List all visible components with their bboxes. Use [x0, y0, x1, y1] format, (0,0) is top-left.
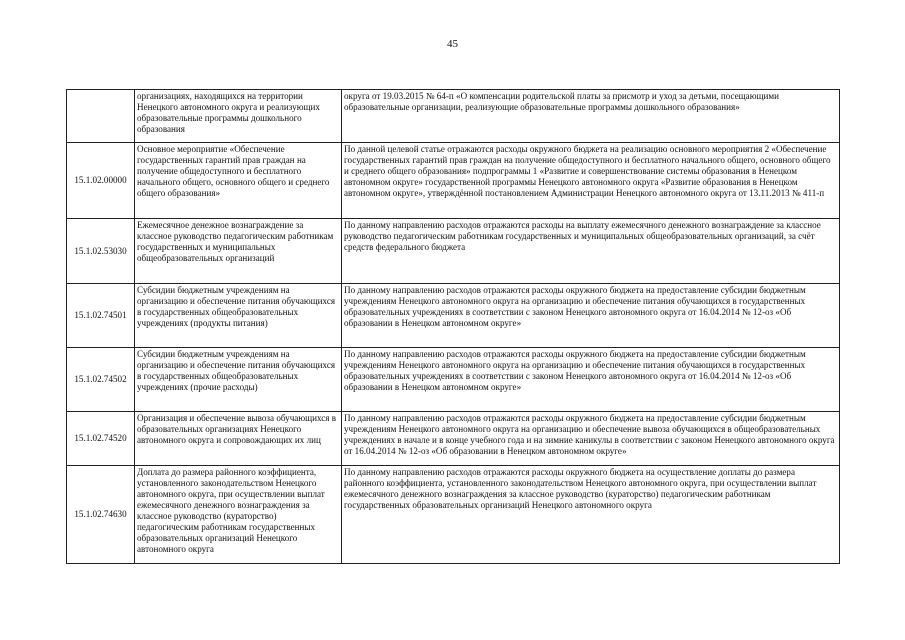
row-code — [67, 90, 135, 143]
row-code: 15.1.02.74520 — [67, 412, 135, 466]
row-name: Организация и обеспечение вывоза обучающихся в образовательных организациях Ненецкого автономного округа и сопровождающих их лиц — [135, 412, 342, 466]
row-name: Субсидии бюджетным учреждениям на организацию и обеспечение питания обучающихся в государственных общеобразовательных учреждениях (прочие расходы) — [135, 348, 342, 412]
table-row — [67, 412, 840, 466]
budget-classification-table — [66, 89, 840, 564]
table-row — [67, 219, 840, 284]
row-code: 15.1.02.00000 — [67, 143, 135, 219]
table-row — [67, 143, 840, 219]
row-description: округа от 19.03.2015 № 64-п «О компенсации родительской платы за присмотр и уход за детьми, посещающими образовательные организации, реализующие образовательные программы дошкольного образования» — [342, 90, 840, 143]
page-number: 45 — [447, 38, 458, 50]
row-description: По данному направлению расходов отражаются расходы окружного бюджета на осуществление доплаты до размера районного коэффициента, установленного законодательством Ненецкого автономного округа, при осуществлении выплат ежемесячного денежного вознаграждения за классное руководство (кураторство) педагогическим работникам государственных образовательных организаций Ненецкого автономного округа — [342, 466, 840, 564]
table-row — [67, 284, 840, 348]
row-code: 15.1.02.74502 — [67, 348, 135, 412]
row-name: организациях, находящихся на территории Ненецкого автономного округа и реализующих образовательные программы дошкольного образования — [135, 90, 342, 143]
row-description: По данному направлению расходов отражаются расходы на выплату ежемесячного денежного вознаграждение за классное руководство педагогическим работникам государственных и муниципальных общеобразовательных организаций, за счёт средств федерального бюджета — [342, 219, 840, 284]
row-description: По данному направлению расходов отражаются расходы окружного бюджета на предоставление субсидии бюджетным учреждениям Ненецкого автономного округа на организацию и обеспечение вывоза обучающихся в общеобразовательных учреждениях в начале и в конце учебного года и на зимние каникулы в соответствии с законом Ненецкого автономного округа от 16.04.2014 № 12-оз «Об образовании в Ненецком автономном округе» — [342, 412, 840, 466]
row-code: 15.1.02.53030 — [67, 219, 135, 284]
table-row — [67, 348, 840, 412]
row-description: По данному направлению расходов отражаются расходы окружного бюджета на предоставление субсидии бюджетным учреждениям Ненецкого автономного округа на организацию и обеспечение питания обучающихся в государственных образовательных учреждениях в соответствии с законом Ненецкого автономного округа от 16.04.2014 № 12-оз «Об образовании в Ненецком автономном округе» — [342, 348, 840, 412]
row-name: Ежемесячное денежное вознаграждение за классное руководство педагогическим работникам государственных и муниципальных общеобразовательных организаций — [135, 219, 342, 284]
row-name: Доплата до размера районного коэффициента, установленного законодательством Ненецкого автономного округа, при осуществлении выплат ежемесячного денежного вознаграждения за классное руководство (кураторство) педагогическим работникам государственных образовательных организаций Ненецкого автономного округа — [135, 466, 342, 564]
row-name: Субсидии бюджетным учреждениям на организацию и обеспечение питания обучающихся в государственных общеобразовательных учреждениях (продукты питания) — [135, 284, 342, 348]
row-code: 15.1.02.74630 — [67, 466, 135, 564]
row-description: По данному направлению расходов отражаются расходы окружного бюджета на предоставление субсидии бюджетным учреждениям Ненецкого автономного округа на организацию и обеспечение питания обучающихся в государственных образовательных учреждениях в соответствии с законом Ненецкого автономного округа от 16.04.2014 № 12-оз «Об образовании в Ненецком автономном округе» — [342, 284, 840, 348]
table-row — [67, 466, 840, 564]
row-description: По данной целевой статье отражаются расходы окружного бюджета на реализацию основного мероприятия 2 «Обеспечение государственных гарантий прав граждан на получение общедоступного и бесплатного начального общего, основного общего и среднего общего образования» подпрограммы 1 «Развитие и совершенствование системы образования в Ненецком автономном округе» государственной программы Ненецкого автономного округа «Развитие образования в Ненецком автономном округе», утверждённой постановлением Администрации Ненецкого автономного округа от 13.11.2013 № 411-п — [342, 143, 840, 219]
row-code: 15.1.02.74501 — [67, 284, 135, 348]
row-name: Основное мероприятие «Обеспечение государственных гарантий прав граждан на получение общедоступного и бесплатного начального общего, основного общего и среднего общего образования» — [135, 143, 342, 219]
table-row — [67, 90, 840, 143]
